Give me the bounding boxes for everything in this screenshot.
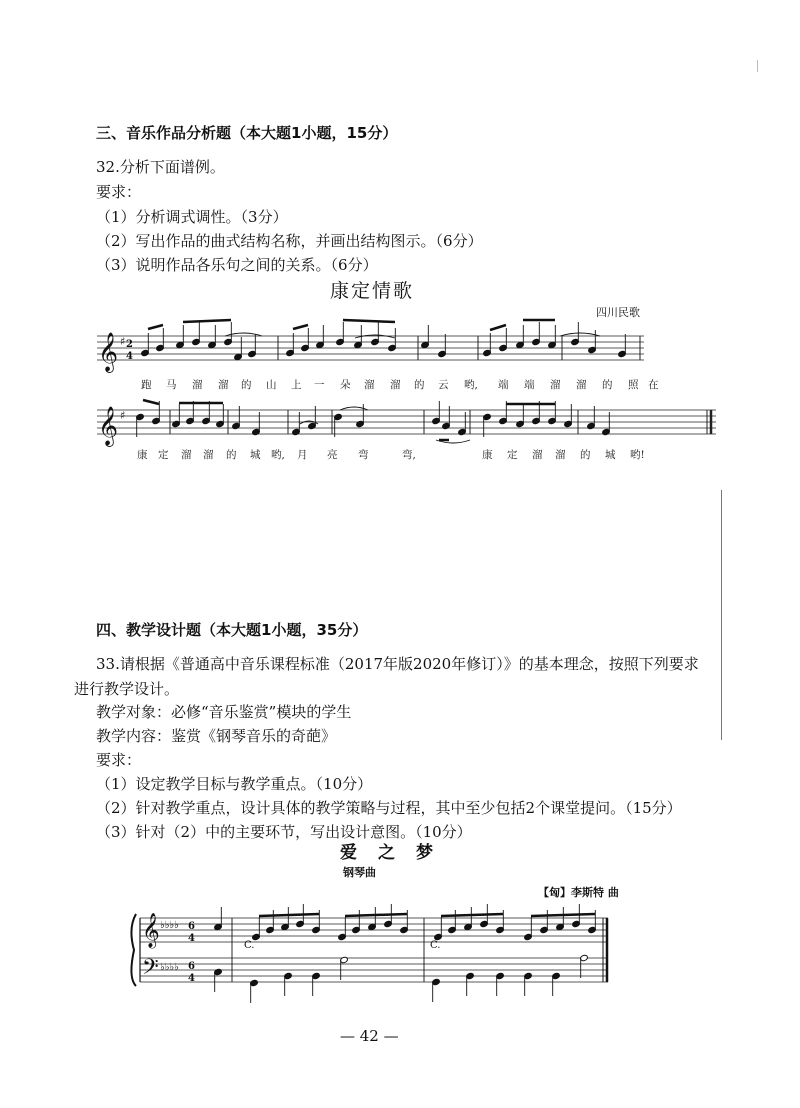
lyric-syllable: 康 [482, 449, 493, 461]
question-32-intro: 32.分析下面谱例。 [96, 158, 225, 176]
lyric-syllable: 月 [297, 449, 308, 461]
note-beam [343, 320, 395, 322]
lyric-syllable: 弯 [358, 449, 369, 461]
treble-clef-icon-3: 𝄞 [142, 913, 160, 948]
lyric-syllable: 马 [166, 379, 177, 391]
lyric-syllable: 城 [250, 449, 261, 461]
piece-composer: 【匈】李斯特 曲 [538, 886, 619, 899]
note-beam [441, 914, 503, 916]
lyric-syllable: 弯, [402, 449, 416, 461]
lyric-syllable: 溜 [555, 449, 566, 461]
time-sig-den-2: 4 [188, 933, 195, 944]
lyric-syllable: 在 [648, 379, 659, 391]
question-33-requirements-label: 要求： [96, 751, 142, 769]
scan-artifact-line [721, 490, 722, 740]
slur [560, 333, 600, 336]
lyric-syllable: 的 [602, 379, 613, 391]
lyric-syllable: 城 [605, 449, 616, 461]
note-beam [345, 914, 407, 916]
lyric-syllable: 上 [291, 379, 302, 391]
question-32-item-2: （2）写出作品的曲式结构名称，并画出结构图示。（6分） [96, 232, 483, 250]
note-marking-2: C. [430, 940, 441, 951]
teaching-target: 教学对象：必修“音乐鉴赏”模块的学生 [96, 703, 352, 721]
lyric-syllable: 溜 [203, 449, 214, 461]
question-32-item-1: （1）分析调式调性。（3分） [96, 208, 288, 226]
piece-subtitle: 钢琴曲 [343, 866, 376, 879]
note-beam [259, 914, 319, 916]
lyric-syllable: 照 [628, 379, 639, 391]
note-marking: C. [244, 940, 255, 951]
page-number: — 42 — [340, 1027, 399, 1045]
lyric-syllable: 溜 [550, 379, 561, 391]
section4-heading: 四、教学设计题（本大题1小题，35分） [96, 621, 368, 639]
lyric-syllable: 朵 [340, 379, 351, 391]
note-beam [148, 325, 163, 329]
lyric-syllable: 溜 [218, 379, 229, 391]
time-sig-num-3: 6 [188, 961, 195, 972]
note-beam [490, 325, 506, 330]
lyric-syllable: 一 [314, 379, 325, 391]
lyric-syllable: 溜 [532, 449, 543, 461]
question-32-item-3: （3）说明作品各乐句之间的关系。（6分） [96, 256, 378, 274]
treble-clef-icon-2: 𝄞 [98, 406, 119, 446]
bass-clef-icon: 𝄢 [142, 955, 159, 985]
lyric-syllable: 山 [266, 379, 277, 391]
time-sig-num: 2 [126, 339, 133, 350]
flats-icon: ♭♭♭♭ [160, 920, 179, 931]
lyric-syllable: 端 [524, 379, 535, 391]
slur [340, 407, 368, 410]
question-33-item-3: （3）针对（2）中的主要环节，写出设计意图。（10分） [96, 823, 472, 841]
lyric-syllable: 康 [137, 449, 148, 461]
note-beam [293, 325, 308, 329]
lyric-syllable: 哟, [464, 379, 478, 391]
lyric-syllable: 端 [498, 379, 509, 391]
slur [225, 333, 262, 336]
scan-artifact-mark [757, 60, 758, 72]
lyric-syllable: 哟, [271, 449, 285, 461]
lyric-syllable: 的 [226, 449, 237, 461]
question-33-item-1: （1）设定教学目标与教学重点。（10分） [96, 775, 373, 793]
lyric-syllable: 的 [580, 449, 591, 461]
lyric-syllable: 定 [507, 449, 518, 461]
treble-clef-icon: 𝄞 [98, 332, 119, 372]
question-32-requirements-label: 要求： [96, 183, 142, 201]
piece-title: 爱 之 梦 [340, 843, 435, 863]
lyric-syllable: 哟! [630, 449, 645, 461]
time-sig-num-2: 6 [188, 921, 195, 932]
lyric-syllable: 溜 [364, 379, 375, 391]
lyric-syllable: 溜 [390, 379, 401, 391]
question-33-line-2: 进行教学设计。 [74, 680, 180, 698]
note-beam [183, 320, 231, 322]
flats-icon-2: ♭♭♭♭ [160, 962, 179, 973]
brace [131, 914, 136, 986]
lyric-syllable: 云 [438, 379, 449, 391]
note-beam [143, 400, 159, 404]
lyric-syllable: 的 [241, 379, 252, 391]
question-33-item-2: （2）针对教学重点，设计具体的教学策略与过程，其中至少包括2个课堂提问。（15分） [96, 799, 682, 817]
lyric-syllable: 溜 [192, 379, 203, 391]
song-origin: 四川民歌 [596, 306, 640, 319]
song-title: 康定情歌 [330, 280, 415, 302]
lyric-syllable: 溜 [181, 449, 192, 461]
lyric-syllable: 定 [158, 449, 169, 461]
time-sig-den: 4 [126, 351, 133, 362]
lyric-syllable: 亮 [327, 449, 338, 461]
section3-heading: 三、音乐作品分析题（本大题1小题，15分） [96, 124, 398, 142]
lyric-syllable: 的 [414, 379, 425, 391]
teaching-content: 教学内容：鉴赏《钢琴音乐的奇葩》 [96, 727, 337, 745]
time-sig-den-3: 4 [188, 973, 195, 984]
note-beam [531, 914, 595, 916]
sharp-icon-2: ♯ [120, 409, 126, 422]
sharp-icon: ♯ [120, 335, 126, 348]
lyric-syllable: 跑 [141, 379, 152, 391]
lyric-syllable: 溜 [576, 379, 587, 391]
question-33-line-1: 33.请根据《普通高中音乐课程标准（2017年版2020年修订）》的基本理念，按照下列要求 [96, 655, 699, 673]
